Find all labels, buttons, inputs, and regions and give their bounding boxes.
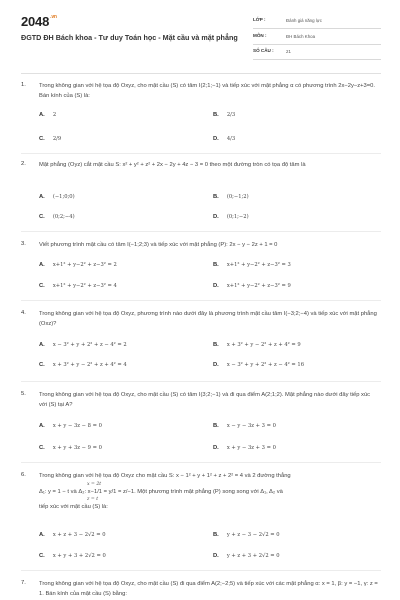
option-c[interactable]: C. x+1² + y−2² + z−3² = 4 — [39, 283, 117, 289]
question-divider — [21, 300, 381, 301]
option-b[interactable]: B. x + 3² + y − 2² + z + 4² = 9 — [213, 342, 301, 348]
document-title: ĐGTD ĐH Bách khoa - Tư duy Toán học - Mặt cầu và mặt phẳng — [21, 33, 238, 42]
meta-key: SỐ CÂU : — [253, 48, 274, 53]
question-number: 3. — [21, 241, 26, 247]
question-text: Viết phương trình mặt cầu có tâm I(−1;2;3) và tiếp xúc với mặt phẳng (P): 2x − y − 2z + 1 = 0 — [39, 242, 278, 248]
question-text: Trong không gian với hệ tọa độ Oxyz, cho mặt cầu (S) có tâm I(2;1;−1) và tiếp xúc với mặt phẳng α có phương trình 2x−2y−z+3=0. Bán kính của (S) là: — [39, 83, 375, 99]
question-line: tiếp xúc với mặt cầu (S) là: — [39, 504, 108, 510]
question-line: Δ₁: y = 1 − t và Δ₂: x−1/1 = y/1 = z/−1. Một phương trình mặt phẳng (P) song song với Δ₁, Δ₂ và — [39, 488, 283, 495]
option-c[interactable]: C. x + y + 3 + 2√2 = 0 — [39, 553, 106, 559]
system-top: x = 2t — [87, 481, 102, 487]
meta-value: 21 — [286, 48, 291, 54]
option-d[interactable]: D. y + z + 3 + 2√2 = 0 — [213, 553, 280, 559]
option-b[interactable]: B. (0;−1;2) — [213, 194, 249, 200]
option-a[interactable]: A. x + z + 3 − 2√2 = 0 — [39, 532, 106, 538]
option-d[interactable]: D. x+1² + y−2² + z−3² = 9 — [213, 283, 291, 289]
question-number: 7. — [21, 580, 26, 586]
brand-logo: $2048^{.vn}$ — [21, 14, 57, 29]
meta-count-row — [253, 45, 381, 60]
question-number: 2. — [21, 161, 26, 167]
question-divider — [21, 231, 381, 232]
question-text: Trong không gian với hệ tọa độ Oxyz, cho mặt cầu (S) có tâm I(3;2;−1) và đi qua điểm A(2;1;2). Mặt phẳng nào dưới đây tiếp xúc với (S) tại A? — [39, 392, 371, 408]
question-text — [39, 472, 379, 513]
option-a[interactable]: A. x+1² + y−2² + z−3² = 2 — [39, 262, 117, 268]
meta-class-row — [253, 14, 381, 29]
meta-value: ĐH Bách Khoa — [286, 33, 316, 39]
question-number: 6. — [21, 472, 26, 478]
meta-key: LỚP : — [253, 17, 266, 22]
option-c[interactable]: C. x + y + 3z − 9 = 0 — [39, 445, 102, 451]
option-b[interactable]: B. x − y − 3z + 3 = 0 — [213, 423, 276, 429]
question-number: 5. — [21, 391, 26, 397]
header-divider — [21, 73, 381, 74]
question-divider — [21, 381, 381, 382]
option-d[interactable]: D. x − 3² + y + 2² + z − 4² = 16 — [213, 362, 305, 368]
option-d[interactable]: D. 4/3 — [213, 136, 236, 142]
question-text: Trong không gian với hệ tọa độ Oxyz, cho mặt cầu (S) đi qua điểm A(2;−2;5) và tiếp xúc với các mặt phẳng α: x = 1, β: y = −1, γ: z = 1. Bán kính của mặt cầu (S) bằng: — [39, 581, 378, 597]
meta-value: Đánh giá năng lực — [286, 17, 322, 23]
option-c[interactable]: C. (0;2;−4) — [39, 214, 75, 220]
system-bottom: z = t — [87, 497, 99, 502]
question-divider — [21, 153, 381, 154]
question-divider — [21, 462, 381, 463]
option-b[interactable]: B. 2/3 — [213, 112, 236, 118]
option-a[interactable]: A. x + y − 3z − 8 = 0 — [39, 423, 102, 429]
meta-subject-row — [253, 30, 381, 45]
option-c[interactable]: C. x + 3² + y − 2² + z + 4² = 4 — [39, 362, 127, 368]
option-a[interactable]: A. (−1;0;0) — [39, 194, 75, 200]
question-text: Trong không gian với hệ tọa độ Oxyz, phương trình nào dưới đây là phương trình mặt cầu tâm I(−3;2;−4) và tiếp xúc với mặt phẳng (Oxz)? — [39, 311, 377, 327]
option-b[interactable]: B. y + z − 3 − 2√2 = 0 — [213, 532, 280, 538]
question-divider — [21, 570, 381, 571]
option-a[interactable]: A. 2 — [39, 112, 57, 118]
question-text: Mặt phẳng (Oyz) cắt mặt cầu S: x² + y² + z² + 2x − 2y + 4z − 3 = 0 theo một đường tròn có tọa độ tâm là — [39, 162, 306, 168]
option-d[interactable]: D. x + y − 3z + 3 = 0 — [213, 445, 276, 451]
question-number: 4. — [21, 310, 26, 316]
option-d[interactable]: D. (0;1;−2) — [213, 214, 249, 220]
option-a[interactable]: A. x − 3² + y + 2² + z − 4² = 2 — [39, 342, 127, 348]
option-c[interactable]: C. 2/9 — [39, 136, 62, 142]
question-line: Trong không gian với hệ tọa độ Oxyz cho mặt cầu S: x − 1² + y + 1² + z + 2² = 4 và 2 đường thẳng — [39, 473, 291, 479]
option-b[interactable]: B. x+1² + y−2² + z−3² = 3 — [213, 262, 291, 268]
meta-key: MÔN : — [253, 33, 267, 38]
question-number: 1. — [21, 82, 26, 88]
